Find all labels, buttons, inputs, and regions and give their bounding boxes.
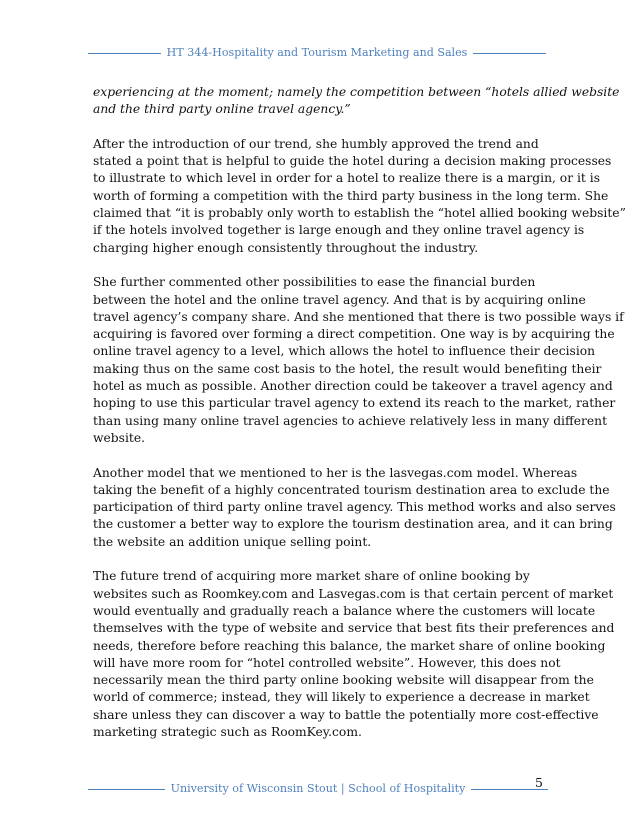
document-body: [93, 84, 626, 741]
text-line: share unless they can discover a way to battle the potentially more cost-effective: [93, 707, 599, 722]
text-line: websites such as Roomkey.com and Lasvegas.com is that certain percent of market: [93, 586, 614, 601]
header-rule-right: [473, 53, 546, 54]
text-line: marketing strategic such as RoomKey.com.: [93, 724, 362, 739]
text-line: world of commerce; instead, they will likely to experience a decrease in market: [93, 690, 590, 705]
text-line: the website an addition unique selling point.: [93, 534, 372, 549]
text-line: acquiring is favored over forming a direct competition. One way is by acquiring the: [93, 327, 615, 342]
text-line: claimed that “it is probably only worth to establish the “hotel allied booking website”: [93, 206, 626, 221]
text-line: if the hotels involved together is large enough and they online travel agency is: [93, 223, 585, 238]
paragraph-gap: [93, 447, 553, 464]
text-line: the customer a better way to explore the tourism destination area, and it can bring: [93, 517, 613, 532]
text-line: needs, therefore before reaching this balance, the market share of online booking: [93, 638, 606, 653]
paragraph-gap: [93, 119, 553, 136]
text-line: The future trend of acquiring more market share of online booking by: [93, 569, 530, 584]
footer-text: University of Wisconsin Stout | School of Hospitality: [170, 782, 466, 795]
page-footer: [88, 780, 548, 798]
text-line: Another model that we mentioned to her is the lasvegas.com model. Whereas: [93, 465, 578, 480]
text-line: website.: [93, 430, 146, 445]
paragraph-gap: [93, 257, 553, 274]
page-header: [88, 44, 546, 62]
text-line: She further commented other possibilities to ease the financial burden: [93, 275, 536, 290]
text-line: than using many online travel agencies to achieve relatively less in many different: [93, 413, 608, 428]
text-line: charging higher enough consistently throughout the industry.: [93, 240, 479, 255]
text-line: themselves with the type of website and service that best fits their preferences and: [93, 621, 615, 636]
text-line: worth of forming a competition with the third party business in the long term. She: [93, 188, 609, 203]
text-line: to illustrate to which level in order for a hotel to realize there is a margin, or it is: [93, 171, 601, 186]
text-line: travel agency’s company share. And she mentioned that there is two possible ways if: [93, 309, 624, 324]
text-line: experiencing at the moment; namely the competition between “hotels allied website: [93, 85, 620, 99]
text-line: taking the benefit of a highly concentrated tourism destination area to exclude the: [93, 482, 610, 497]
text-line: necessarily mean the third party online booking website will disappear from the: [93, 673, 594, 688]
footer-rule-right: [471, 789, 548, 790]
text-line: online travel agency to a level, which allows the hotel to influence their decision: [93, 344, 596, 359]
footer-rule-left: [88, 789, 165, 790]
header-title: HT 344-Hospitality and Tourism Marketing and Sales: [166, 46, 468, 59]
text-line: would eventually and gradually reach a balance where the customers will locate: [93, 603, 596, 618]
text-line: and the third party online travel agency.”: [93, 102, 351, 117]
header-rule-left: [88, 53, 161, 54]
text-line: stated a point that is helpful to guide the hotel during a decision making processes: [93, 154, 612, 169]
text-line: between the hotel and the online travel agency. And that is by acquiring online: [93, 292, 586, 307]
paragraph-gap: [93, 551, 553, 568]
text-line: participation of third party online travel agency. This method works and also serves: [93, 500, 616, 515]
text-line: After the introduction of our trend, she humbly approved the trend and: [93, 136, 539, 151]
text-line: will have more room for “hotel controlled website”. However, this does not: [93, 655, 561, 670]
text-line: hoping to use this particular travel agency to extend its reach to the market, rather: [93, 396, 616, 411]
page-number: 5: [535, 775, 543, 790]
text-line: hotel as much as possible. Another direction could be takeover a travel agency and: [93, 379, 613, 394]
text-line: making thus on the same cost basis to the hotel, the result would benefiting their: [93, 361, 602, 376]
